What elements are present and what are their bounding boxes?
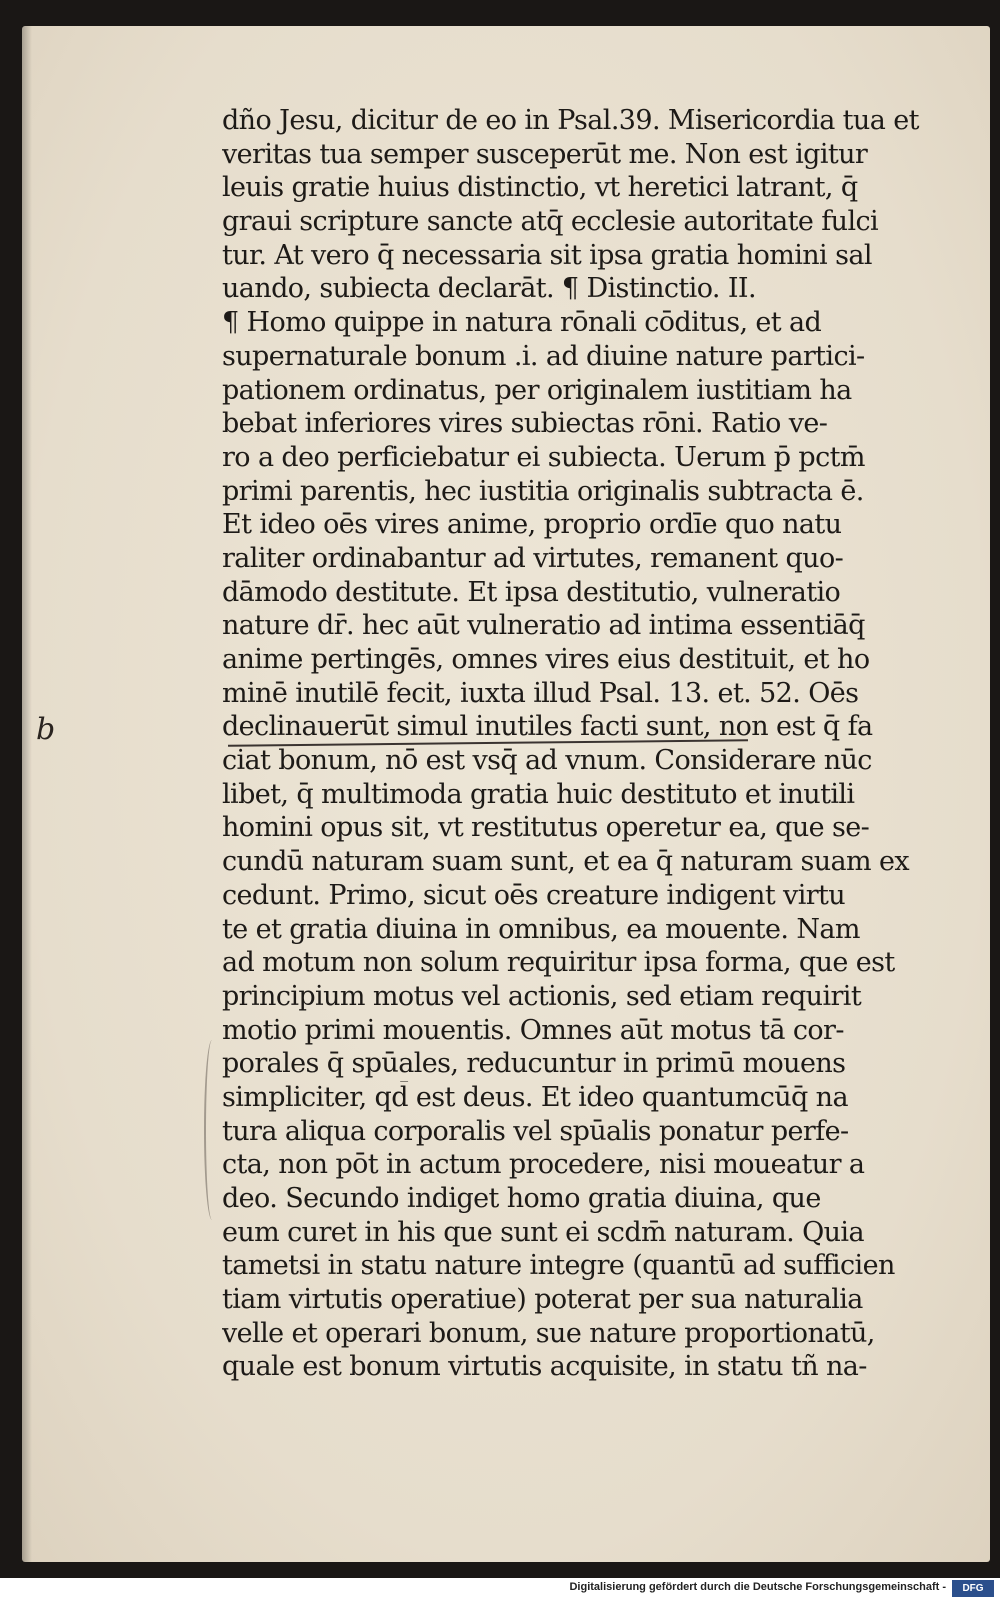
footer-bar [0,1578,1000,1601]
text-line: leuis gratie huius distinctio, vt heretici latrant, q̄ [222,172,858,204]
text-line: cta, non pōt in actum procedere, nisi moueatur a [222,1149,865,1181]
text-line: uando, subiecta declarāt. ¶ Distinctio. II. [222,273,756,305]
text-line: raliter ordinabantur ad virtutes, remanent quo- [222,542,844,574]
text-line: graui scripture sancte atq̄ ecclesie autoritate fulci [222,206,879,238]
margin-annotation: b [36,712,56,747]
text-line: pationem ordinatus, per originalem iustitiam ha [222,374,852,406]
text-line: tametsi in statu nature integre (quantū ad sufficien [222,1250,895,1282]
text-line: te et gratia diuina in omnibus, ea mouente. Nam [222,913,860,945]
text-line: eum curet in his que sunt ei scdm̄ naturam. Quia [222,1216,864,1248]
text-line: cundū naturam suam sunt, et ea q̄ naturam suam ex [222,846,910,878]
text-line: primi parentis, hec iustitia originalis subtracta ē. [222,475,864,507]
handwritten-bracket [204,1040,220,1220]
text-line: ad motum non solum requiritur ipsa forma, que est [222,947,895,979]
text-line: ciat bonum, nō est vsq̄ ad vnum. Considerare nūc [222,745,872,777]
text-line: tiam virtutis operatiue) poterat per sua naturalia [222,1284,863,1316]
text-line: quale est bonum virtutis acquisite, in statu tñ na- [222,1351,867,1383]
text-line: tur. At vero q̄ necessaria sit ipsa gratia homini sal [222,239,872,271]
text-line: velle et operari bonum, sue nature proportionatū, [222,1317,875,1349]
dfg-logo: DFG [952,1580,994,1597]
text-line: declinauerūt simul inutiles facti sunt, non est q̄ fa [222,711,873,743]
text-line: motio primi mouentis. Omnes aūt motus tā cor- [222,1014,844,1046]
text-line: dāmodo destitute. Et ipsa destitutio, vulneratio [222,576,841,608]
text-line: bebat inferiores vires subiectas rōni. Ratio ve- [222,408,828,440]
text-line: minē inutilē fecit, iuxta illud Psal. 13. et. 52. Oēs [222,677,859,709]
page-gutter-shadow [22,26,32,1562]
text-line: ¶ Homo quippe in natura rōnali cōditus, et ad [222,307,822,339]
text-line: porales q̄ spūales, reducuntur in primū mouens [222,1048,846,1080]
text-line: cedunt. Primo, sicut oēs creature indigent virtu [222,879,846,911]
text-line: deo. Secundo indiget homo gratia diuina, que [222,1183,821,1214]
text-line: tura aliqua corporalis vel spūalis ponatur perfe- [222,1115,849,1147]
text-line: Et ideo oēs vires anime, proprio ordīe quo natu [222,509,842,541]
text-line: libet, q̄ multimoda gratia huic destituto et inutili [222,778,855,810]
text-line: supernaturale bonum .i. ad diuine nature partici- [222,340,865,372]
text-line: anime pertingēs, omnes vires eius destituit, et ho [222,644,870,675]
text-line: homini opus sit, vt restitutus operetur ea, que se- [222,812,870,844]
text-line: veritas tua semper susceperūt me. Non est igitur [222,138,868,170]
text-line: dño Jesu, dicitur de eo in Psal.39. Misericordia tua et [222,105,919,136]
footer-credit: Digitalisierung gefördert durch die Deutsche Forschungsgemeinschaft - [569,1581,946,1593]
text-line: simpliciter, qd̄ est deus. Et ideo quantumcūq̄ na [222,1081,848,1113]
text-line: ro a deo perficiebatur ei subiecta. Uerum p̄ pctm̄ [222,441,865,473]
text-line: nature dr̄. hec aūt vulneratio ad intima essentiāq̄ [222,610,865,642]
text-line: principium motus vel actionis, sed etiam requirit [222,980,862,1012]
